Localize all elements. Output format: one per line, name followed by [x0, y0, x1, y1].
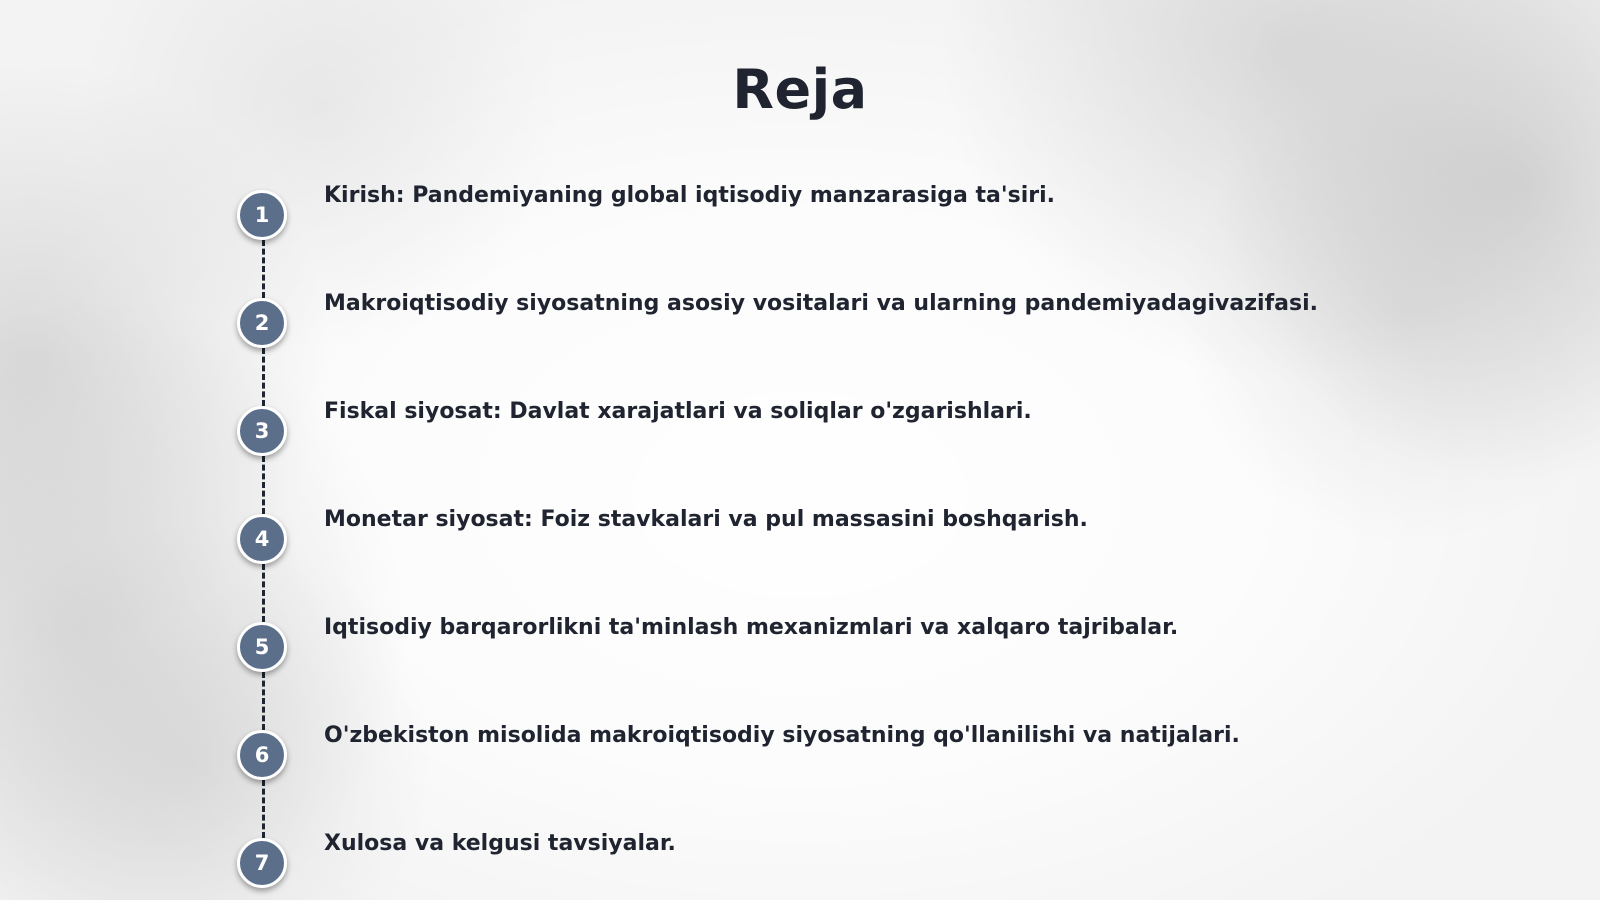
- agenda-item: [237, 615, 1557, 682]
- agenda-item-text: Iqtisodiy barqarorlikni ta'minlash mexanizmlari va xalqaro tajribalar.: [324, 615, 1179, 640]
- agenda-number-badge: 7: [237, 838, 287, 888]
- agenda-number-badge: 5: [237, 622, 287, 672]
- agenda-item: [237, 507, 1557, 574]
- agenda-item: [237, 723, 1557, 790]
- agenda-number-badge: 1: [237, 190, 287, 240]
- agenda-item-text: Xulosa va kelgusi tavsiyalar.: [324, 831, 676, 856]
- agenda-number-badge: 2: [237, 298, 287, 348]
- agenda-item-text: Monetar siyosat: Foiz stavkalari va pul massasini boshqarish.: [324, 507, 1088, 532]
- agenda-item-text: Kirish: Pandemiyaning global iqtisodiy manzarasiga ta'siri.: [324, 183, 1056, 208]
- agenda-item: [237, 183, 1557, 250]
- agenda-number-badge: 3: [237, 406, 287, 456]
- agenda-item: [237, 291, 1557, 358]
- agenda-item-text: Makroiqtisodiy siyosatning asosiy vositalari va ularning pandemiyadagivazifasi.: [324, 291, 1318, 316]
- agenda-item: [237, 399, 1557, 466]
- agenda-item-text: Fiskal siyosat: Davlat xarajatlari va soliqlar o'zgarishlari.: [324, 399, 1032, 424]
- agenda-number-badge: 4: [237, 514, 287, 564]
- slide-title: Reja: [732, 58, 868, 121]
- agenda-item: [237, 831, 1557, 898]
- agenda-number-badge: 6: [237, 730, 287, 780]
- agenda-timeline: [237, 183, 1557, 890]
- agenda-item-text: O'zbekiston misolida makroiqtisodiy siyosatning qo'llanilishi va natijalari.: [324, 723, 1240, 748]
